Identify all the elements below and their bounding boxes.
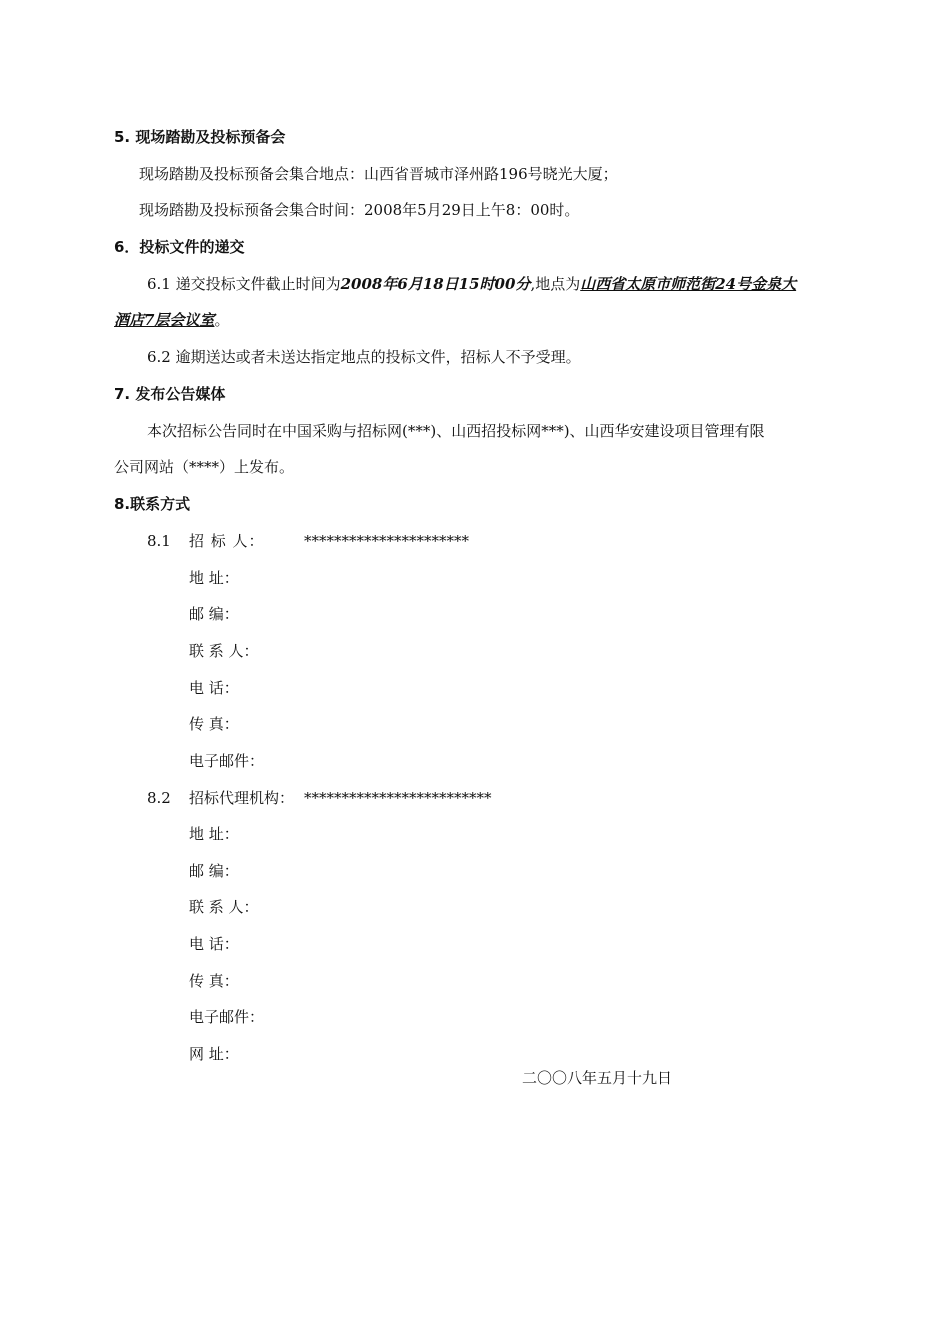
contact-2-label: 招标代理机构： [189, 789, 295, 807]
section-7-heading: 7. 发布公告媒体 [114, 385, 226, 403]
location-text-b: 酒店7层会议室 [114, 311, 215, 329]
document-date: 二〇〇八年五月十九日 [522, 1069, 673, 1087]
section-8-heading: 8.联系方式 [114, 495, 191, 513]
contact-2-number: 8.2 [147, 789, 171, 807]
section-7-line2: 公司网站（****）上发布。 [114, 458, 295, 476]
contact-2-field: 网 址： [189, 1045, 239, 1063]
contact-1-field: 传 真： [189, 715, 239, 733]
section-6-1-line1 [147, 274, 796, 294]
section-5-heading: 5. 现场踏勘及投标预备会 [114, 128, 286, 146]
contact-1-label: 招 标 人： [189, 532, 265, 550]
deadline-text: 2008年6月18日15时00分 [340, 275, 531, 293]
contact-1-field: 联 系 人： [189, 642, 259, 660]
section-6-heading: 6．投标文件的递交 [114, 238, 245, 256]
contact-1-number: 8.1 [147, 532, 171, 550]
location-text-a: 山西省太原市师范街24号金泉大 [580, 275, 797, 293]
contact-1-field: 地 址： [189, 569, 239, 587]
section-7-line1: 本次招标公告同时在中国采购与招标网(***)、山西招投标网***)、山西华安建设项目管理有限 [147, 422, 765, 440]
section-5-time: 现场踏勘及投标预备会集合时间：2008年5月29日上午8：00时。 [139, 201, 580, 219]
section-6-1-mid: ,地点为 [530, 275, 581, 293]
contact-2-field: 电子邮件： [189, 1008, 265, 1026]
contact-1-field: 电 话： [189, 679, 239, 697]
contact-2-field: 联 系 人： [189, 898, 259, 916]
contact-2-field: 传 真： [189, 972, 239, 990]
contact-1-field: 邮 编： [189, 605, 239, 623]
section-6-1-line2 [114, 310, 229, 330]
contact-2-field: 电 话： [189, 935, 239, 953]
contact-2-field: 邮 编： [189, 862, 239, 880]
section-6-2: 6.2 逾期送达或者未送达指定地点的投标文件，招标人不予受理。 [147, 348, 581, 366]
contact-2-value: ************************* [304, 789, 492, 807]
section-6-1-prefix: 6.1 递交投标文件截止时间为 [147, 275, 341, 293]
section-5-place: 现场踏勘及投标预备会集合地点：山西省晋城市泽州路196号晓光大厦； [139, 165, 618, 183]
contact-2-field: 地 址： [189, 825, 239, 843]
contact-1-field: 电子邮件： [189, 752, 265, 770]
section-6-1-end: 。 [214, 311, 230, 329]
contact-1-value: ********************** [304, 532, 469, 550]
